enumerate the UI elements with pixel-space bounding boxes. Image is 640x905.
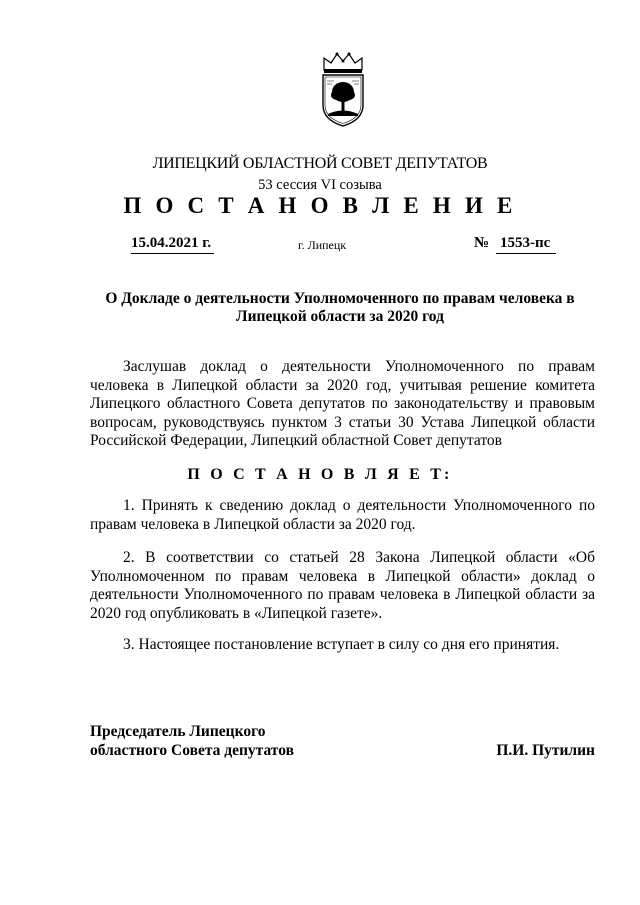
document-date: 15.04.2021 г. <box>131 235 214 254</box>
resolution-item-1: 1. Принять к сведению доклад о деятельности Уполномоченного по правам человека в Липецкой области за 2020 год. <box>90 497 595 533</box>
signatory-name: П.И. Путилин <box>496 742 595 759</box>
signatory-position-line2: областного Совета депутатов <box>90 742 294 759</box>
session-info: 53 сессия VI созыва <box>258 177 382 193</box>
signature-block <box>90 722 595 760</box>
document-city: г. Липецк <box>298 238 347 252</box>
resolution-item-2: 2. В соответствии со статьей 28 Закона Липецкой области «Об Уполномоченном по правам человека в Липецкой области» доклад о деятельности Уполномоченного по правам человека в Липецкой области за 2020 год опубликовать в «Липецкой газете». <box>90 549 595 622</box>
preamble-paragraph: Заслушав доклад о деятельности Уполномоченного по правам человека в Липецкой области за 2020 год, учитывая решение комитета Липецкого областного Совета депутатов по законодательству и правовым вопросам, руководствуясь пунктом 3 статьи 30 Устава Липецкой области Российской Федерации, Липецкий областной Совет депутатов <box>90 358 595 449</box>
document-type-heading: П О С Т А Н О В Л Е Н И Е <box>123 193 517 218</box>
document-title: О Докладе о деятельности Уполномоченного по правам человека в Липецкой области за 2020 год <box>105 290 575 325</box>
document-number: 1553-пс <box>496 235 556 254</box>
number-sign: № <box>474 235 490 251</box>
signatory-position-line1: Председатель Липецкого <box>90 723 266 740</box>
lipetsk-coat-of-arms-icon <box>318 50 368 128</box>
resolves-heading: П О С Т А Н О В Л Я Е Т: <box>187 466 453 483</box>
resolution-item-3: 3. Настоящее постановление вступает в силу со дня его принятия. <box>123 636 560 653</box>
organization-name: ЛИПЕЦКИЙ ОБЛАСТНОЙ СОВЕТ ДЕПУТАТОВ <box>152 155 488 172</box>
